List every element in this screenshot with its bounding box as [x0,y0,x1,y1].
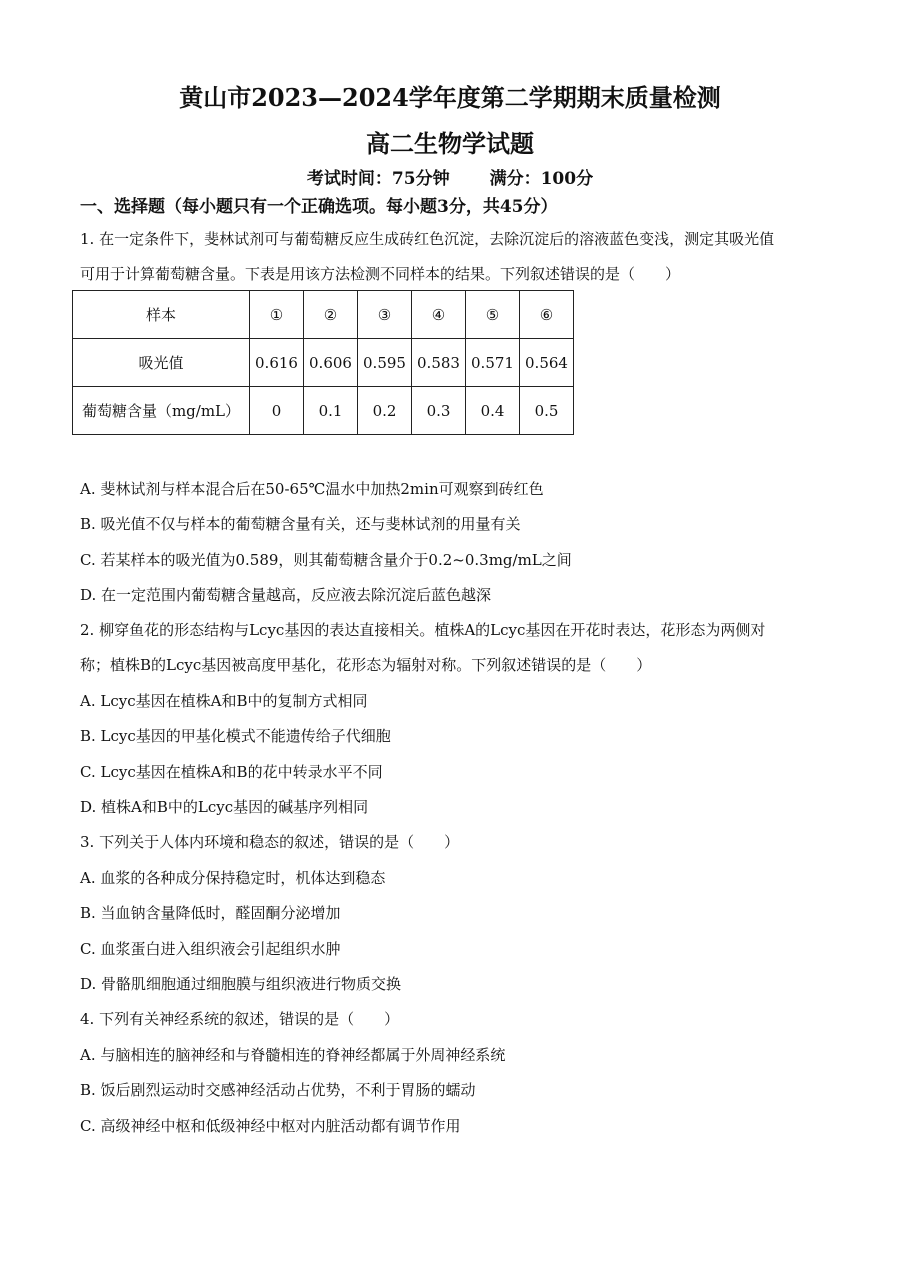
row-label-absorbance: 吸光值 [73,339,250,387]
q2-stem-line1: 2. 柳穿鱼花的形态结构与Lcyc基因的表达直接相关。植株A的Lcyc基因在开花时表达，花形态为两侧对 [80,621,766,639]
q4-option-b: B. 饭后剧烈运动时交感神经活动占优势，不利于胃肠的蠕动 [80,1081,476,1099]
q1-stem-line1: 1. 在一定条件下，斐林试剂可与葡萄糖反应生成砖红色沉淀，去除沉淀后的溶液蓝色变浅，测定其吸光值 [80,230,775,248]
sample-cell: ④ [412,291,466,339]
absorbance-cell: 0.564 [520,339,574,387]
q1-option-d: D. 在一定范围内葡萄糖含量越高，反应液去除沉淀后蓝色越深 [80,586,492,604]
q3-stem: 3. 下列关于人体内环境和稳态的叙述，错误的是（ ） [80,833,460,851]
q4-option-c: C. 高级神经中枢和低级神经中枢对内脏活动都有调节作用 [80,1117,461,1135]
absorbance-cell: 0.583 [412,339,466,387]
glucose-cell: 0.1 [304,387,358,435]
q2-option-b: B. Lcyc基因的甲基化模式不能遗传给子代细胞 [80,727,391,745]
absorbance-cell: 0.616 [250,339,304,387]
q1-stem-line2: 可用于计算葡萄糖含量。下表是用该方法检测不同样本的结果。下列叙述错误的是（ ） [80,265,681,283]
q4-stem: 4. 下列有关神经系统的叙述，错误的是（ ） [80,1010,400,1028]
full-score: 满分：100分 [489,169,594,189]
q3-option-d: D. 骨骼肌细胞通过细胞膜与组织液进行物质交换 [80,975,402,993]
section-heading: 一、选择题（每小题只有一个正确选项。每小题3分，共45分） [80,197,558,217]
exam-title: 黄山市2023—2024学年度第二学期期末质量检测 [179,83,721,112]
exam-subtitle: 高二生物学试题 [366,129,534,158]
q2-option-c: C. Lcyc基因在植株A和B的花中转录水平不同 [80,763,383,781]
glucose-cell: 0.3 [412,387,466,435]
sample-cell: ⑥ [520,291,574,339]
exam-info [0,164,900,189]
q3-option-a: A. 血浆的各种成分保持稳定时，机体达到稳态 [80,869,386,887]
q1-option-c: C. 若某样本的吸光值为0.589，则其葡萄糖含量介于0.2~0.3mg/mL之间 [80,551,572,569]
q2-option-d: D. 植株A和B中的Lcyc基因的碱基序列相同 [80,798,369,816]
absorbance-cell: 0.571 [466,339,520,387]
absorbance-cell: 0.595 [358,339,412,387]
q4-option-a: A. 与脑相连的脑神经和与脊髓相连的脊神经都属于外周神经系统 [80,1046,506,1064]
table-row-sample [73,291,574,339]
q3-option-c: C. 血浆蛋白进入组织液会引起组织水肿 [80,940,341,958]
q1-option-b: B. 吸光值不仅与样本的葡萄糖含量有关，还与斐林试剂的用量有关 [80,515,521,533]
q2-stem-line2: 称；植株B的Lcyc基因被高度甲基化，花形态为辐射对称。下列叙述错误的是（ ） [80,656,652,674]
q1-option-a: A. 斐林试剂与样本混合后在50-65℃温水中加热2min可观察到砖红色 [80,480,544,498]
table-row-absorbance [73,339,574,387]
table-row-glucose [73,387,574,435]
sample-cell: ② [304,291,358,339]
glucose-cell: 0.5 [520,387,574,435]
glucose-cell: 0.4 [466,387,520,435]
exam-time: 考试时间：75分钟 [306,169,450,189]
sample-cell: ③ [358,291,412,339]
sample-cell: ① [250,291,304,339]
glucose-cell: 0 [250,387,304,435]
glucose-cell: 0.2 [358,387,412,435]
row-label-glucose: 葡萄糖含量（mg/mL） [73,387,250,435]
q1-data-table [72,290,574,435]
q3-option-b: B. 当血钠含量降低时，醛固酮分泌增加 [80,904,341,922]
sample-cell: ⑤ [466,291,520,339]
q2-option-a: A. Lcyc基因在植株A和B中的复制方式相同 [80,692,368,710]
row-label-sample: 样本 [73,291,250,339]
absorbance-cell: 0.606 [304,339,358,387]
